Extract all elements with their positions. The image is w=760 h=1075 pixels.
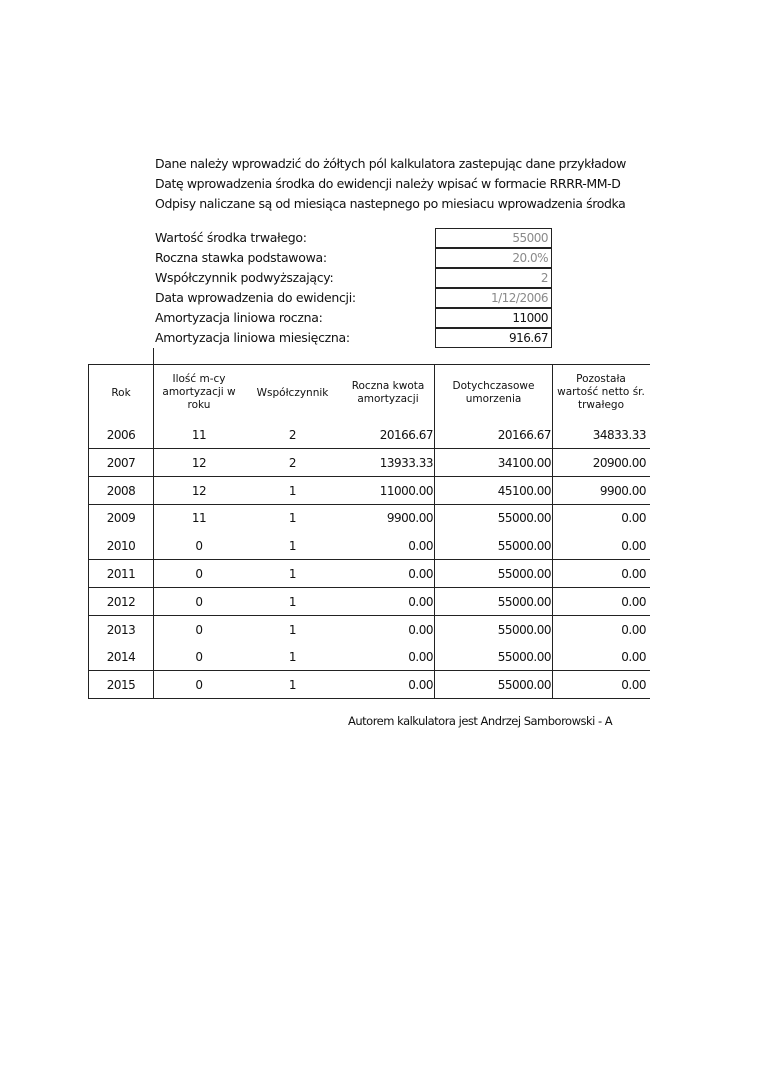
cell-year: 2008 xyxy=(106,483,136,498)
cell-year: 2015 xyxy=(106,678,136,693)
cell-months: 11 xyxy=(191,511,207,526)
asset-value-input[interactable]: 55000 xyxy=(435,228,552,248)
cell-multiplier: 1 xyxy=(288,650,297,665)
multiplier-input[interactable]: 2 xyxy=(435,268,552,288)
param-divider xyxy=(153,348,154,364)
column-divider xyxy=(552,364,553,699)
cell-multiplier: 2 xyxy=(288,428,297,442)
cell-months: 0 xyxy=(195,539,203,554)
cell-accumulated: 55000.00 xyxy=(497,594,551,609)
cell-months: 0 xyxy=(195,567,203,581)
cell-accumulated: 20166.67 xyxy=(497,428,551,442)
cell-accumulated: 55000.00 xyxy=(497,678,551,693)
header-annual-amount: Roczna kwota amortyzacji xyxy=(351,380,425,405)
row-divider xyxy=(88,448,650,449)
cell-months: 0 xyxy=(195,622,203,637)
row-divider xyxy=(88,615,650,616)
cell-net-value: 0.00 xyxy=(621,567,646,581)
cell-annual-amount: 0.00 xyxy=(408,650,433,665)
author-note: Autorem kalkulatora jest Andrzej Samborowski - A xyxy=(348,714,613,728)
cell-year: 2006 xyxy=(106,428,136,442)
cell-months: 12 xyxy=(191,455,207,470)
row-divider xyxy=(88,476,650,477)
header-months: Ilość m-cy amortyzacji w roku xyxy=(162,373,236,411)
cell-net-value: 0.00 xyxy=(621,650,646,665)
cell-multiplier: 2 xyxy=(288,455,297,470)
cell-accumulated: 55000.00 xyxy=(497,511,551,526)
cell-annual-amount: 13933.33 xyxy=(379,455,433,470)
cell-annual-amount: 20166.67 xyxy=(379,428,433,442)
cell-months: 12 xyxy=(191,483,207,498)
cell-net-value: 34833.33 xyxy=(592,428,646,442)
cell-annual-amount: 0.00 xyxy=(408,678,433,693)
cell-multiplier: 1 xyxy=(288,622,297,637)
cell-net-value: 0.00 xyxy=(621,539,646,554)
cell-year: 2013 xyxy=(106,622,136,637)
cell-annual-amount: 0.00 xyxy=(408,594,433,609)
instruction-line-3: Odpisy naliczane są od miesiąca nastepnego po miesiacu wprowadzenia środka xyxy=(155,196,626,211)
cell-net-value: 0.00 xyxy=(621,594,646,609)
column-divider xyxy=(88,364,89,699)
instruction-line-1: Dane należy wprowadzić do żółtych pól kalkulatora zastepując dane przykładow xyxy=(155,156,626,171)
row-divider xyxy=(88,504,650,505)
cell-accumulated: 55000.00 xyxy=(497,622,551,637)
cell-multiplier: 1 xyxy=(288,483,297,498)
header-multiplier: Współczynnik xyxy=(256,387,329,399)
cell-annual-amount: 11000.00 xyxy=(379,483,433,498)
entry-date-input[interactable]: 1/12/2006 xyxy=(435,288,552,308)
param-label-asset-value: Wartość środka trwałego: xyxy=(155,230,307,245)
cell-year: 2010 xyxy=(106,539,136,554)
param-label-multiplier: Współczynnik podwyższający: xyxy=(155,270,334,285)
cell-net-value: 9900.00 xyxy=(599,483,646,498)
table-bottom-border xyxy=(88,698,650,699)
cell-multiplier: 1 xyxy=(288,594,297,609)
cell-year: 2011 xyxy=(106,567,136,581)
cell-multiplier: 1 xyxy=(288,678,297,693)
cell-year: 2009 xyxy=(106,511,136,526)
cell-accumulated: 34100.00 xyxy=(497,455,551,470)
row-divider xyxy=(88,587,650,588)
column-divider xyxy=(153,364,154,699)
header-rok: Rok xyxy=(111,387,131,399)
cell-accumulated: 55000.00 xyxy=(497,567,551,581)
cell-annual-amount: 9900.00 xyxy=(386,511,433,526)
cell-multiplier: 1 xyxy=(288,567,297,581)
cell-months: 0 xyxy=(195,594,203,609)
cell-months: 0 xyxy=(195,678,203,693)
param-label-base-rate: Roczna stawka podstawowa: xyxy=(155,250,327,265)
cell-net-value: 20900.00 xyxy=(592,455,646,470)
cell-multiplier: 1 xyxy=(288,539,297,554)
header-net-value: Pozostała wartość netto śr. trwałego xyxy=(557,373,645,411)
row-divider xyxy=(88,670,650,671)
cell-multiplier: 1 xyxy=(288,511,297,526)
cell-net-value: 0.00 xyxy=(621,511,646,526)
param-label-entry-date: Data wprowadzenia do ewidencji: xyxy=(155,290,356,305)
base-rate-input[interactable]: 20.0% xyxy=(435,248,552,268)
param-label-annual-linear: Amortyzacja liniowa roczna: xyxy=(155,310,323,325)
cell-net-value: 0.00 xyxy=(621,678,646,693)
cell-accumulated: 45100.00 xyxy=(497,483,551,498)
column-divider xyxy=(434,364,435,699)
header-accumulated: Dotychczasowe umorzenia xyxy=(452,380,535,405)
cell-accumulated: 55000.00 xyxy=(497,650,551,665)
monthly-linear-value: 916.67 xyxy=(435,328,552,348)
cell-annual-amount: 0.00 xyxy=(408,539,433,554)
annual-linear-value: 11000 xyxy=(435,308,552,328)
cell-annual-amount: 0.00 xyxy=(408,622,433,637)
cell-accumulated: 55000.00 xyxy=(497,539,551,554)
cell-months: 0 xyxy=(195,650,203,665)
cell-net-value: 0.00 xyxy=(621,622,646,637)
cell-year: 2012 xyxy=(106,594,136,609)
param-label-monthly-linear: Amortyzacja liniowa miesięczna: xyxy=(155,330,350,345)
cell-annual-amount: 0.00 xyxy=(408,567,433,581)
cell-year: 2007 xyxy=(106,455,136,470)
cell-months: 11 xyxy=(191,428,207,442)
cell-year: 2014 xyxy=(106,650,136,665)
table-top-border xyxy=(88,364,650,365)
row-divider xyxy=(88,559,650,560)
instruction-line-2: Datę wprowadzenia środka do ewidencji należy wpisać w formacie RRRR-MM-D xyxy=(155,176,621,191)
